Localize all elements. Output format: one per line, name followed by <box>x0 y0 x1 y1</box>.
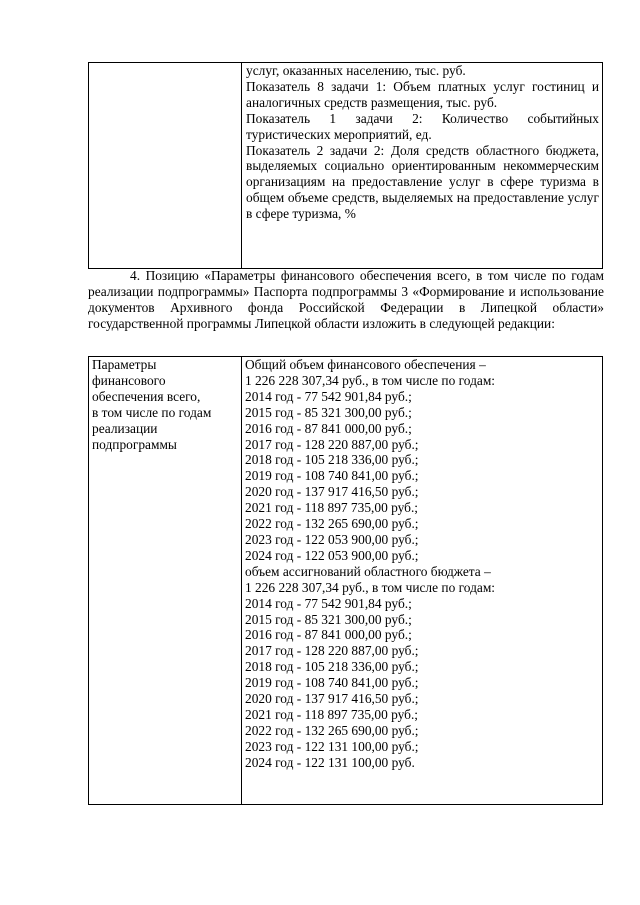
parameter-name-cell <box>92 357 238 452</box>
finance-line: 2018 год - 105 218 336,00 руб.; <box>245 452 419 468</box>
parameter-name-line: обеспечения всего, <box>92 388 201 404</box>
finance-line: 2021 год - 118 897 735,00 руб.; <box>245 500 419 516</box>
finance-line: 2016 год - 87 841 000,00 руб.; <box>245 627 412 643</box>
finance-parameters-table <box>88 356 603 805</box>
column-divider <box>241 63 242 268</box>
parameter-name-line: финансового <box>92 372 166 388</box>
finance-line: 2019 год - 108 740 841,00 руб.; <box>245 468 419 484</box>
finance-line: 2018 год - 105 218 336,00 руб.; <box>245 659 419 675</box>
finance-line: 2022 год - 132 265 690,00 руб.; <box>245 516 419 532</box>
finance-line: 2023 год - 122 053 900,00 руб.; <box>245 531 419 547</box>
parameter-name-line: Параметры <box>92 357 157 372</box>
finance-line: 1 226 228 307,34 руб., в том числе по годам: <box>245 372 496 388</box>
finance-line: 2017 год - 128 220 887,00 руб.; <box>245 643 419 659</box>
indicator-text: Показатель 8 задачи 1: Объем платных услуг гостиниц и аналогичных средств размещения, тыс. руб. <box>246 78 599 110</box>
finance-line: 2024 год - 122 131 100,00 руб. <box>245 754 415 770</box>
finance-line: 2023 год - 122 131 100,00 руб.; <box>245 738 419 754</box>
finance-values-cell <box>245 357 599 771</box>
indicators-cell <box>246 63 599 222</box>
parameter-name-line: реализации <box>92 420 158 436</box>
finance-line: объем ассигнований областного бюджета – <box>245 563 491 579</box>
finance-line: 2021 год - 118 897 735,00 руб.; <box>245 706 419 722</box>
indicator-text: услуг, оказанных населению, тыс. руб. <box>246 63 466 78</box>
finance-line: 2014 год - 77 542 901,84 руб.; <box>245 388 412 404</box>
indicator-text: Показатель 1 задачи 2: Количество событийных туристических мероприятий, ед. <box>246 110 599 142</box>
indicator-text: Показатель 2 задачи 2: Доля средств областного бюджета, выделяемых социально ориентированным некоммерческим организациям на предоставление услуг в сфере туризма в общем объеме средств, выделяемых на предоставление услуг в сфере туризма, % <box>246 142 599 222</box>
finance-line: 2015 год - 85 321 300,00 руб.; <box>245 611 412 627</box>
finance-line: 2020 год - 137 917 416,50 руб.; <box>245 691 419 707</box>
finance-line: 2015 год - 85 321 300,00 руб.; <box>245 404 412 420</box>
finance-line: Общий объем финансового обеспечения – <box>245 357 486 372</box>
parameter-name-line: в том числе по годам <box>92 404 212 420</box>
finance-line: 2019 год - 108 740 841,00 руб.; <box>245 675 419 691</box>
parameter-name-line: подпрограммы <box>92 436 177 452</box>
finance-line: 2024 год - 122 053 900,00 руб.; <box>245 547 419 563</box>
finance-line: 2020 год - 137 917 416,50 руб.; <box>245 484 419 500</box>
finance-line: 2017 год - 128 220 887,00 руб.; <box>245 436 419 452</box>
column-divider <box>241 357 242 804</box>
amendment-paragraph <box>88 268 604 332</box>
indicators-table-continuation <box>88 62 603 269</box>
finance-line: 2022 год - 132 265 690,00 руб.; <box>245 722 419 738</box>
amendment-text: 4. Позицию «Параметры финансового обеспечения всего, в том числе по годам реализации подпрограммы» Паспорта подпрограммы 3 «Формирование и использование документов Архивного фонда Российской Федерации в Липецкой области» государственной программы Липецкой области изложить в следующей редакции: <box>88 268 604 331</box>
finance-line: 2016 год - 87 841 000,00 руб.; <box>245 420 412 436</box>
finance-line: 1 226 228 307,34 руб., в том числе по годам: <box>245 579 496 595</box>
finance-line: 2014 год - 77 542 901,84 руб.; <box>245 595 412 611</box>
